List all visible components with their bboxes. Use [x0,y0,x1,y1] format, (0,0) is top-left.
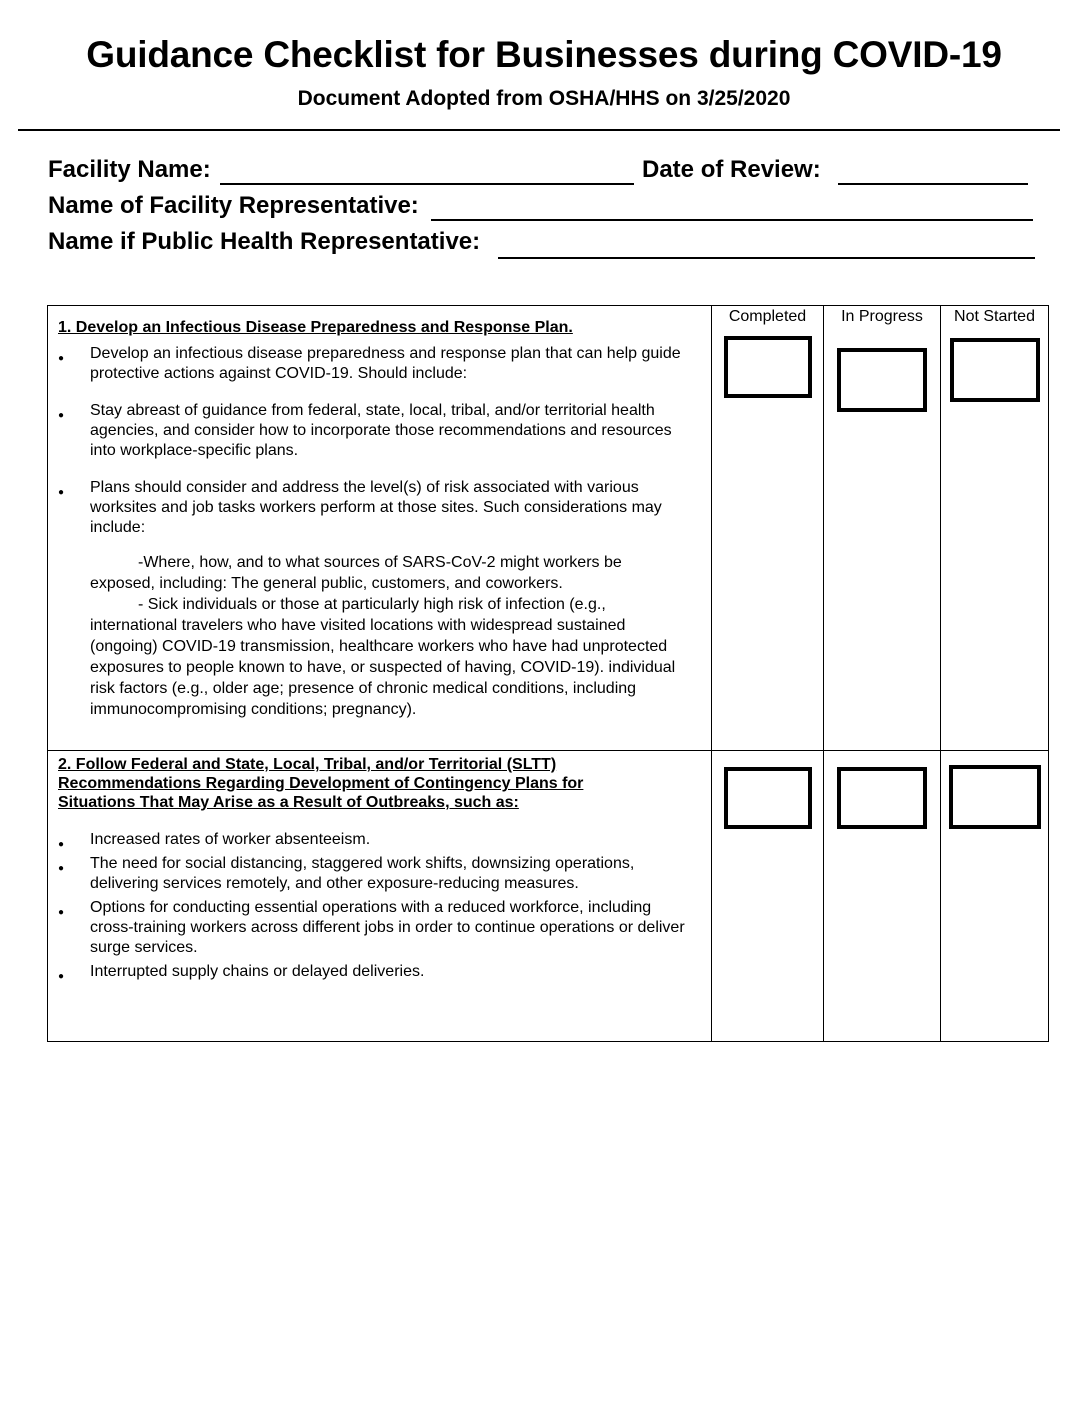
page-subtitle: Document Adopted from OSHA/HHS on 3/25/2020 [297,87,791,110]
list-item: ● Stay abreast of guidance from federal, state, local, tribal, and/or territorial health agencies, and consider how to incorporate those recommendations and resources into workplace-specific plans. [58,402,672,459]
not-started-cell-2 [941,751,1049,1042]
in-progress-cell-2 [824,751,941,1042]
section-1-heading: 1. Develop an Infectious Disease Preparedness and Response Plan. [58,319,573,336]
section-2-cell [48,751,712,1042]
section-2-heading: 2. Follow Federal and State, Local, Tribal, and/or Territorial (SLTT) Recommendations Regarding Development of Contingency Plans for Situations That May Arise as a Result of Outbreaks, such as: [58,756,584,811]
not-started-checkbox-1[interactable] [950,338,1040,402]
checklist-row-1 [48,306,1049,751]
list-item: ● Interrupted supply chains or delayed deliveries. [48,962,711,982]
public-health-rep-field[interactable] [498,257,1035,259]
not-started-cell-1 [941,306,1049,751]
facility-name-label: Facility Name: [48,156,211,183]
bullet-icon: ● [58,410,65,421]
completed-checkbox-2[interactable] [724,767,812,829]
in-progress-checkbox-2[interactable] [837,767,927,829]
list-item: ● Options for conducting essential operations with a reduced workforce, including cross-training workers across different jobs in order to continue operations or deliver surge services. [58,899,685,956]
section-1-cell [48,306,712,751]
bullet-icon: ● [58,487,65,498]
list-item: ● Increased rates of worker absenteeism. [48,830,711,850]
bullet-icon: ● [58,863,65,874]
column-header-completed: Completed [728,308,807,325]
facility-rep-field[interactable] [431,219,1033,221]
bullet-icon: ● [58,971,65,982]
in-progress-checkbox-1[interactable] [837,348,927,412]
in-progress-cell-1 [824,306,941,751]
date-of-review-field[interactable] [838,183,1028,185]
facility-name-field[interactable] [220,183,634,185]
public-health-rep-label: Name if Public Health Representative: [48,228,481,255]
completed-cell-2 [712,751,824,1042]
date-of-review-label: Date of Review: [642,156,821,183]
checklist-row-2 [48,751,1049,1042]
column-header-in-progress: In Progress [841,308,923,325]
bullet-icon: ● [58,353,65,364]
column-header-not-started: Not Started [954,308,1035,325]
page-title: Guidance Checklist for Businesses during COVID-19 [86,34,1002,75]
completed-checkbox-1[interactable] [724,336,812,398]
list-item: ● Develop an infectious disease preparedness and response plan that can help guide protective actions against COVID-19. Should include: [58,345,681,382]
facility-rep-label: Name of Facility Representative: [48,192,419,219]
bullet-icon: ● [58,907,65,918]
list-item: ● Plans should consider and address the level(s) of risk associated with various worksites and job tasks workers perform at those sites. Such considerations may include: [58,479,662,536]
checklist-table [47,305,1049,1042]
bullet-icon: ● [58,839,65,850]
completed-cell-1 [712,306,824,751]
list-item: ● The need for social distancing, staggered work shifts, downsizing operations, delivering services remotely, and other exposure-reducing measures. [58,855,635,892]
sub-item-sick-individuals: - Sick individuals or those at particularly high risk of infection (e.g., international travelers who have visited locations with widespread sustained (ongoing) COVID-19 transmission, healthcare workers who have had unprotected exposures to people known to have, or suspected of having, COVID-19). individual risk factors (e.g., older age; presence of chronic medical conditions, including immunocompromising conditions; pregnancy). [90,596,676,718]
not-started-checkbox-2[interactable] [949,765,1041,829]
header-divider [18,129,1060,131]
sub-item-sources: -Where, how, and to what sources of SARS-CoV-2 might workers be exposed, including: The general public, customers, and coworkers. [90,554,622,592]
